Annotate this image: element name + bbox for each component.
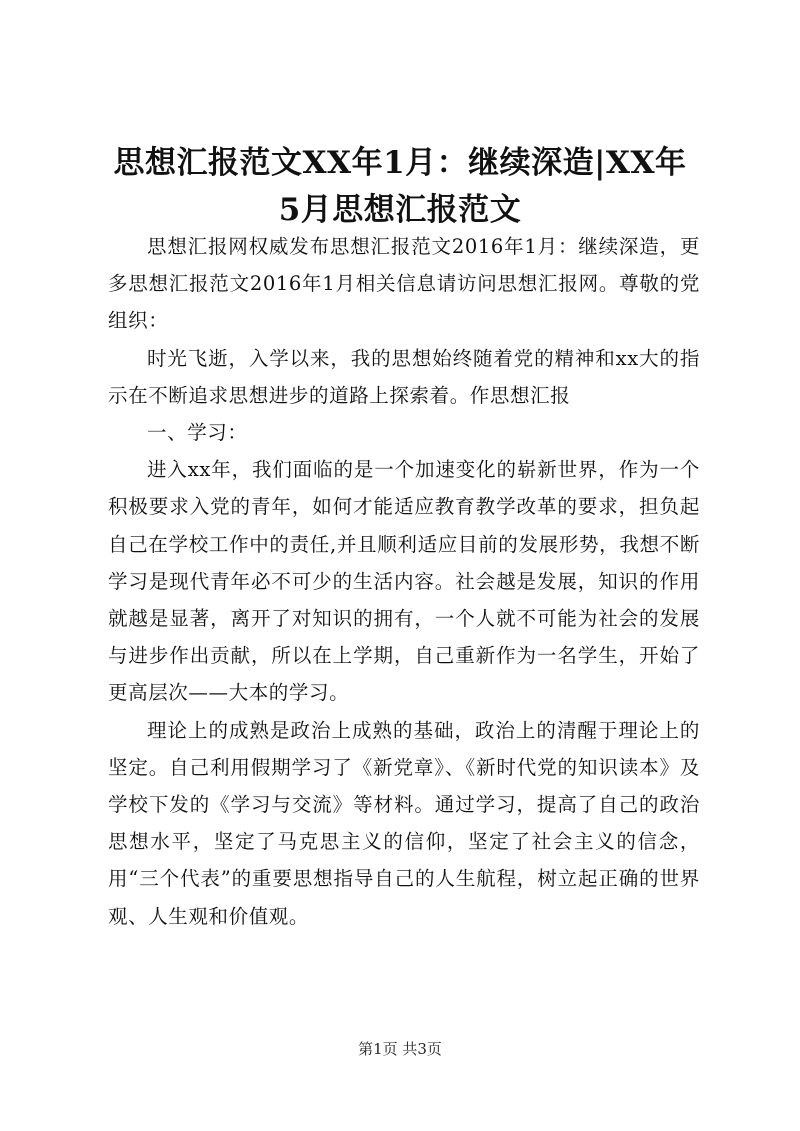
paragraph-intro: 思想汇报网权威发布思想汇报范文2016年1月：继续深造，更多思想汇报范文2016年1月相关信息请访问思想汇报网。尊敬的党组织： [108,235,700,333]
paragraph-study: 进入xx年，我们面临的是一个加速变化的崭新世界，作为一个积极要求入党的青年，如何才能适应教育教学改革的要求，担负起自己在学校工作中的责任,并且顺利适应目前的发展形势，我想不断学习是现代青年必不可少的生活内容。社会越是发展，知识的作用就越是显著，离开了对知识的拥有，一个人就不可能为社会的发展与进步作出贡献，所以在上学期，自己重新作为一名学生，开始了更高层次——大本的学习。 [108,458,700,705]
page-footer: 第1页 共3页 [358,1040,442,1058]
paragraph-opening: 时光飞逝，入学以来，我的思想始终随着党的精神和xx大的指示在不断追求思想进步的道路上探索着。作思想汇报 [108,346,700,407]
paragraph-theory: 理论上的成熟是政治上成熟的基础，政治上的清醒于理论上的坚定。自己利用假期学习了《新党章》、《新时代党的知识读本》及学校下发的《学习与交流》等材料。通过学习，提高了自己的政治思想水平，坚定了马克思主义的信仰，坚定了社会主义的信念，用“三个代表”的重要思想指导自己的人生航程，树立起正确的世界观、人生观和价值观。 [108,718,700,928]
document-body [108,228,700,935]
section-heading-study: 一、学习： [147,421,248,445]
document-title: 思想汇报范文XX年1月：继续深造|XX年5月思想汇报范文 [113,145,687,228]
